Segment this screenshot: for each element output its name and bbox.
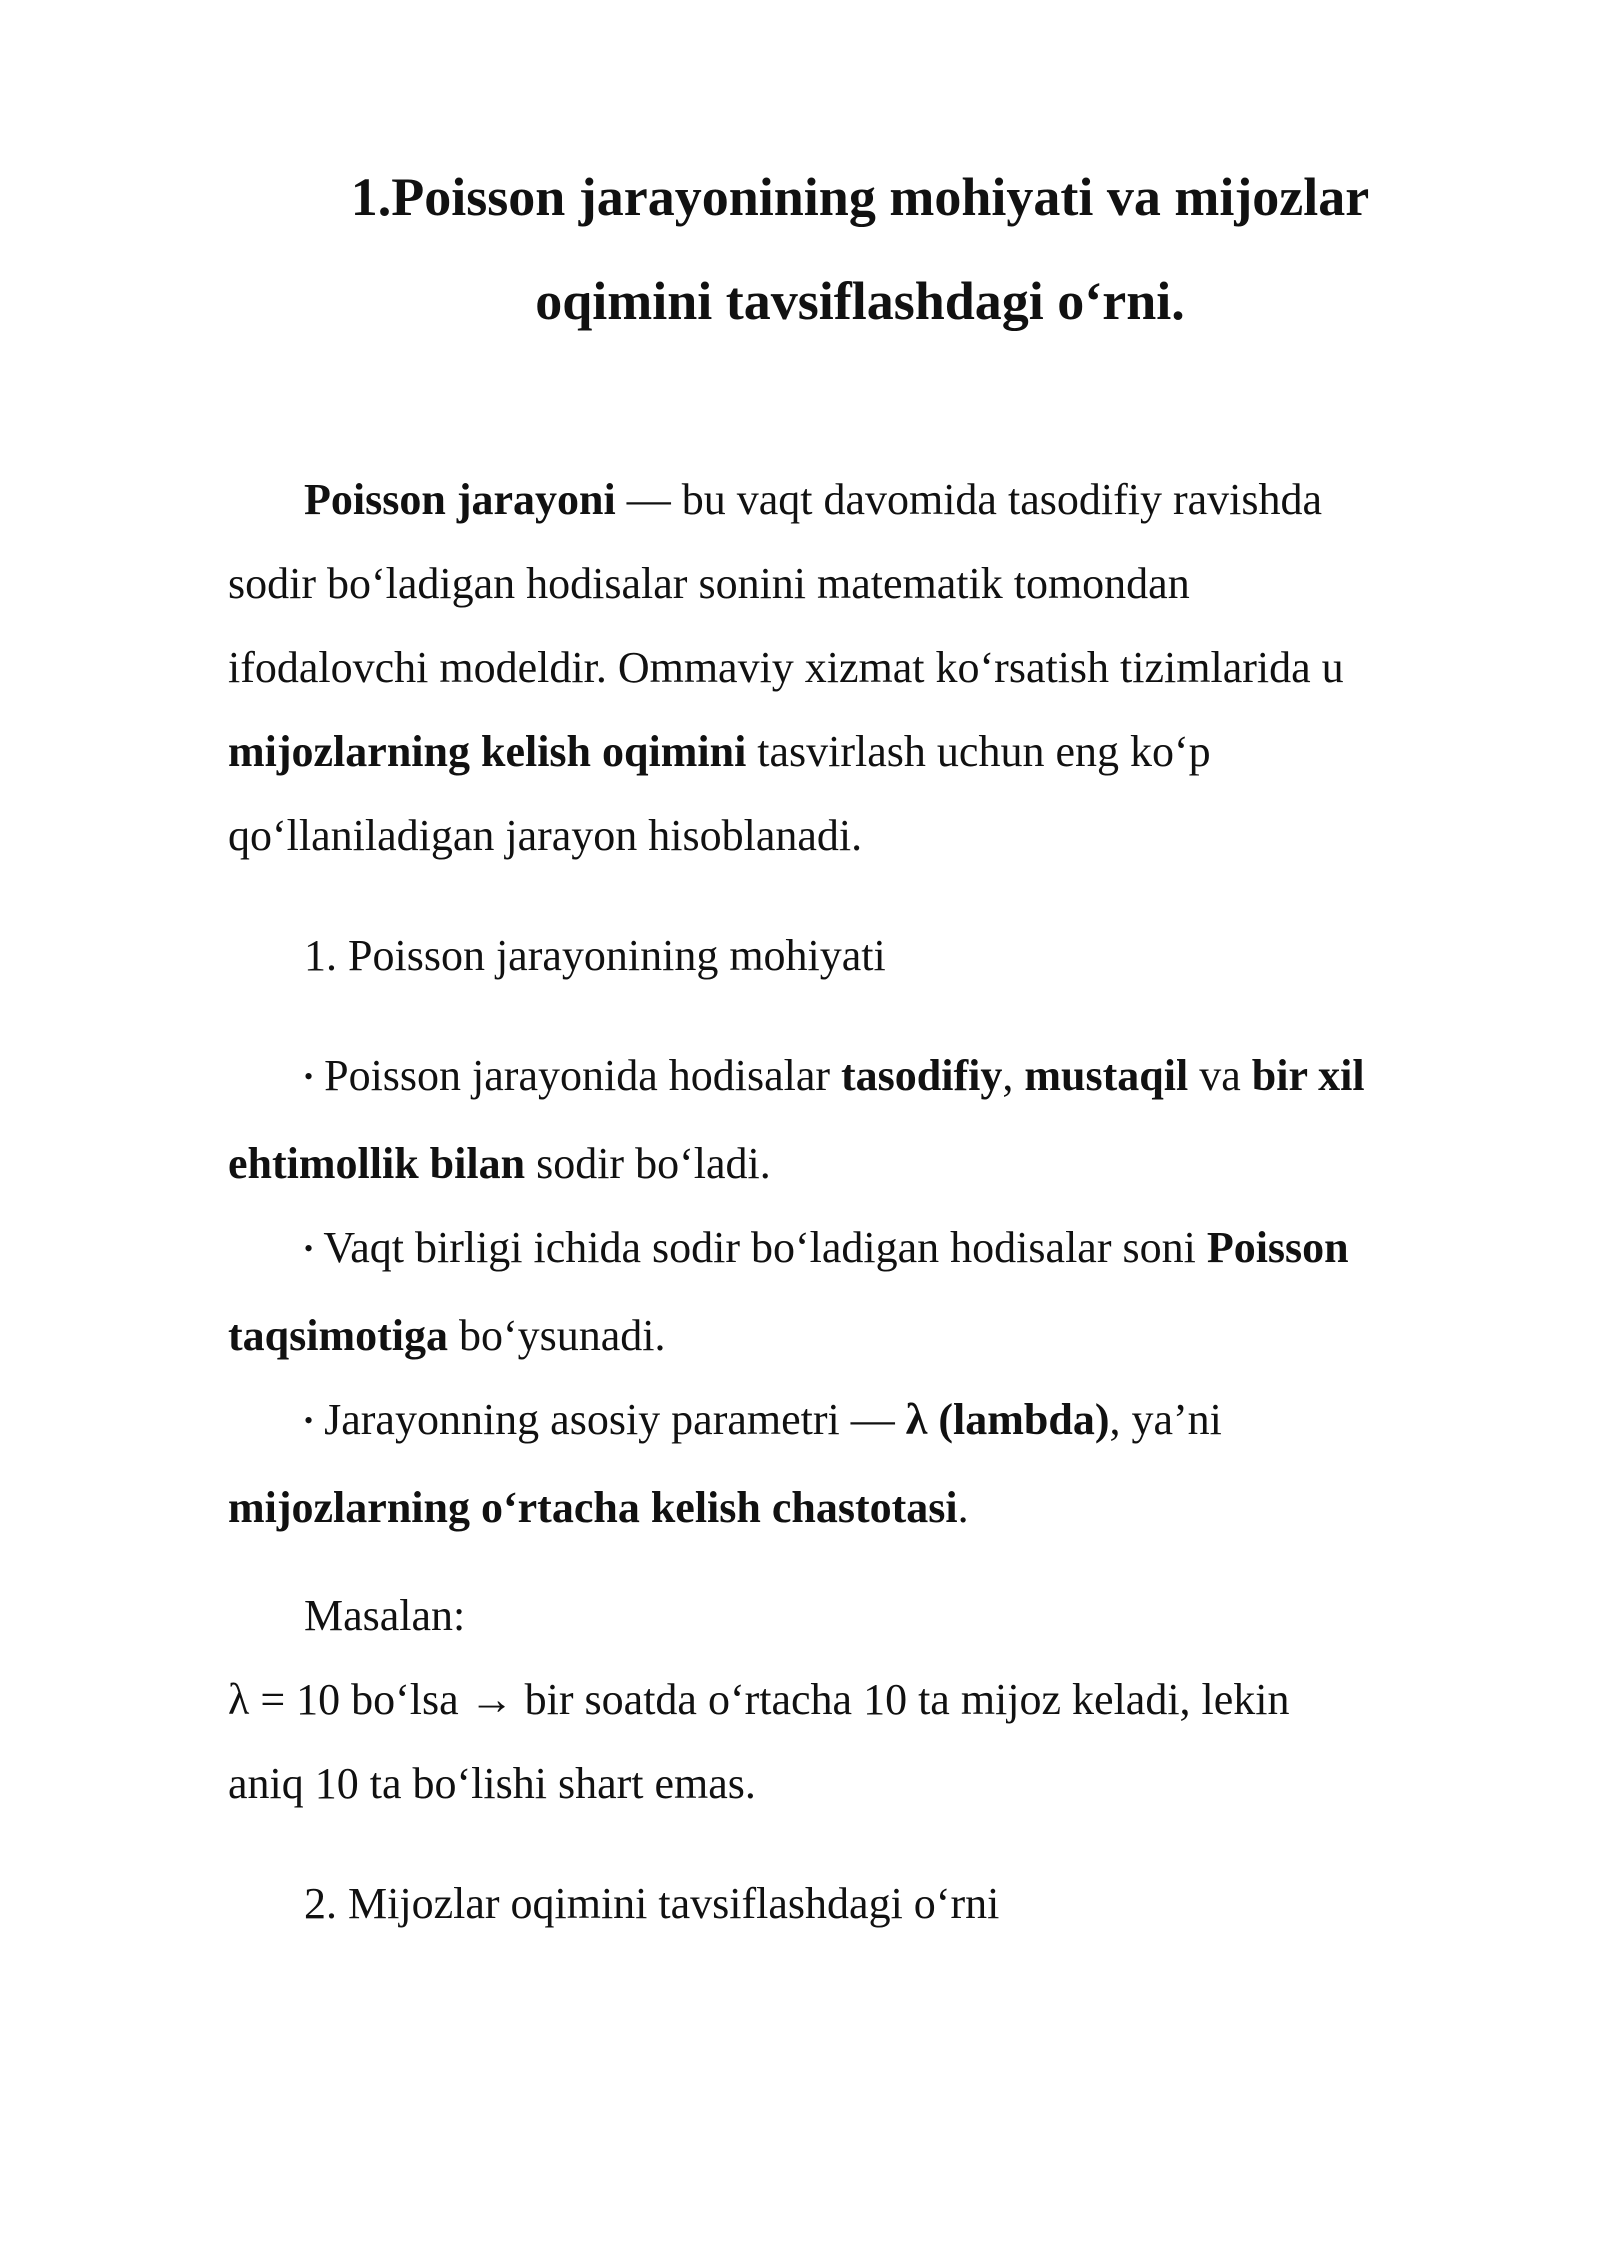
- list-item: • Poisson jarayonida hodisalar tasodifiy, mustaqil va bir xil: [304, 1051, 1365, 1100]
- intro-term: Poisson jarayoni: [304, 475, 616, 524]
- list-item: • Vaqt birligi ichida sodir bo‘ladigan hodisalar soni Poisson: [304, 1222, 1349, 1272]
- section-2-heading: 2. Mijozlar oqimini tavsiflashdagi o‘rni: [304, 1879, 1000, 1928]
- bullet-icon: •: [304, 1061, 314, 1091]
- example-paragraph: Masalan: λ = 10 bo‘lsa → bir soatda o‘rtacha 10 ta mijoz keladi, lekin aniq 10 ta bo‘lishi shart emas.: [228, 1574, 1488, 1826]
- title-line-1: 1.Poisson jarayonining mohiyati va mijozlar: [350, 167, 1370, 227]
- section-1-heading: 1. Poisson jarayonining mohiyati: [304, 931, 886, 980]
- intro-paragraph: Poisson jarayoni — bu vaqt davomida tasodifiy ravishda sodir bo‘ladigan hodisalar sonini matematik tomondan ifodalovchi modeldir. Ommaviy xizmat ko‘rsatish tizimlarida u mijozlarning kelish oqimini tasvirlash uchun eng ko‘p qo‘llaniladigan jarayon hisoblanadi.: [228, 475, 1344, 860]
- list-item: • Jarayonning asosiy parametri — λ (lambda), ya’ni: [304, 1394, 1222, 1444]
- title-line-2: oqimini tavsiflashdagi o‘rni.: [535, 271, 1185, 331]
- example-label: Masalan:: [304, 1591, 466, 1640]
- bullet-icon: •: [304, 1233, 314, 1263]
- bullet-icon: •: [304, 1405, 314, 1435]
- document-title: [230, 145, 1490, 353]
- bullet-list: • Poisson jarayonida hodisalar tasodifiy, mustaqil va bir xil ehtimollik bilan sodir bo‘ladi. • Vaqt birligi ichida sodir bo‘ladigan hodisalar soni Poisson taqsimotiga bo‘ysunadi. • Jarayonning asosiy parametri — λ (lambda), ya’ni mijozlarning o‘rtacha kelish chastotasi.: [228, 1034, 1488, 1550]
